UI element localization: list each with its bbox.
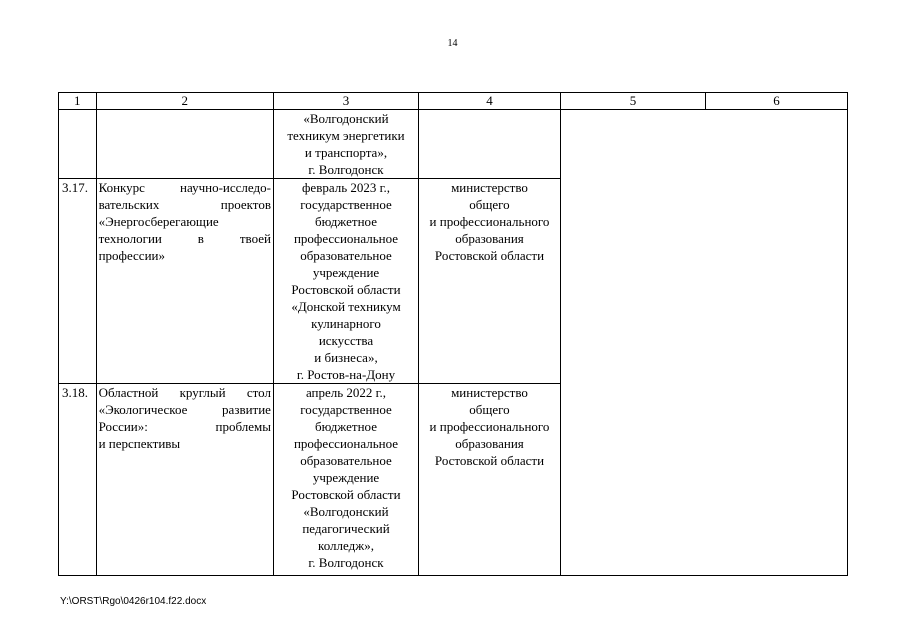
cell-line: России»: проблемы <box>98 419 271 434</box>
cell-line: технологии в твоей <box>98 231 271 246</box>
header-cell-3: 3 <box>273 93 418 110</box>
cell-line: г. Волгодонск <box>308 162 384 177</box>
page-number: 14 <box>447 38 458 49</box>
cell-line: Областной круглый стол <box>98 385 271 400</box>
cell-line: и транспорта», <box>304 145 388 160</box>
cell-line: и перспективы <box>98 436 181 451</box>
cell-responsible <box>419 384 561 576</box>
cell-line: вательских проектов <box>98 197 271 212</box>
cell-line: колледж», <box>318 538 374 553</box>
header-cell-6: 6 <box>706 93 848 110</box>
cell-line: профессиональное <box>293 231 399 246</box>
cell-line: кулинарного <box>311 316 381 331</box>
cell-line: общего <box>469 197 510 212</box>
cell-line: «Экологическое развитие <box>98 402 271 417</box>
cell-line: «Волгодонский <box>303 504 389 519</box>
cell-line: г. Волгодонск <box>308 555 384 570</box>
cell-line: и профессионального <box>429 419 550 434</box>
events-table <box>58 92 848 576</box>
header-cell-1: 1 <box>59 93 97 110</box>
header-cell-2: 2 <box>96 93 273 110</box>
table-header-row <box>59 93 848 110</box>
cell-line: общего <box>469 402 510 417</box>
cell-name <box>96 384 273 576</box>
cell-line: «Энергосберегающие <box>98 214 219 229</box>
cell-num: 3.18. <box>59 384 97 576</box>
cell-merged-5-6 <box>560 110 847 576</box>
cell-line: г. Ростов-на-Дону <box>296 367 396 382</box>
cell-line: профессии» <box>98 248 165 263</box>
cell-line: учреждение <box>312 470 380 485</box>
cell-line: Конкурс научно-исследо- <box>98 180 271 195</box>
cell-line: «Донской техникум <box>291 299 401 314</box>
cell-num: 3.17. <box>59 179 97 384</box>
cell-line: Ростовской области <box>434 453 545 468</box>
cell-line: «Волгодонский <box>303 111 389 126</box>
cell-line: государственное <box>300 197 392 212</box>
cell-responsible <box>419 179 561 384</box>
cell-num <box>59 110 97 179</box>
cell-line: образования <box>455 436 524 451</box>
cell-line: министерство <box>451 385 528 400</box>
cell-date-place <box>273 179 418 384</box>
header-cell-4: 4 <box>419 93 561 110</box>
cell-date-place <box>273 110 418 179</box>
cell-line: педагогический <box>302 521 390 536</box>
cell-date-place <box>273 384 418 576</box>
cell-line: образовательное <box>300 453 392 468</box>
cell-line: министерство <box>451 180 528 195</box>
cell-line: искусства <box>318 333 374 348</box>
cell-line: образовательное <box>300 248 392 263</box>
cell-responsible <box>419 110 561 179</box>
file-path-footer: Y:\ORST\Rgo\0426r104.f22.docx <box>60 596 207 607</box>
table-row <box>59 110 848 179</box>
cell-line: профессиональное <box>293 436 399 451</box>
cell-line: бюджетное <box>315 214 377 229</box>
cell-line: и профессионального <box>429 214 550 229</box>
cell-line: учреждение <box>312 265 380 280</box>
cell-name <box>96 179 273 384</box>
cell-line: и бизнеса», <box>314 350 378 365</box>
cell-line: февраль 2023 г., <box>302 180 390 195</box>
cell-line: Ростовской области <box>291 487 401 502</box>
cell-line: Ростовской области <box>291 282 401 297</box>
header-cell-5: 5 <box>560 93 705 110</box>
cell-line: бюджетное <box>315 419 377 434</box>
cell-line: апрель 2022 г., <box>305 385 387 400</box>
cell-line: государственное <box>300 402 392 417</box>
cell-line: техникум энергетики <box>287 128 405 143</box>
cell-line: Ростовской области <box>434 248 545 263</box>
cell-line: образования <box>455 231 524 246</box>
cell-name <box>96 110 273 179</box>
